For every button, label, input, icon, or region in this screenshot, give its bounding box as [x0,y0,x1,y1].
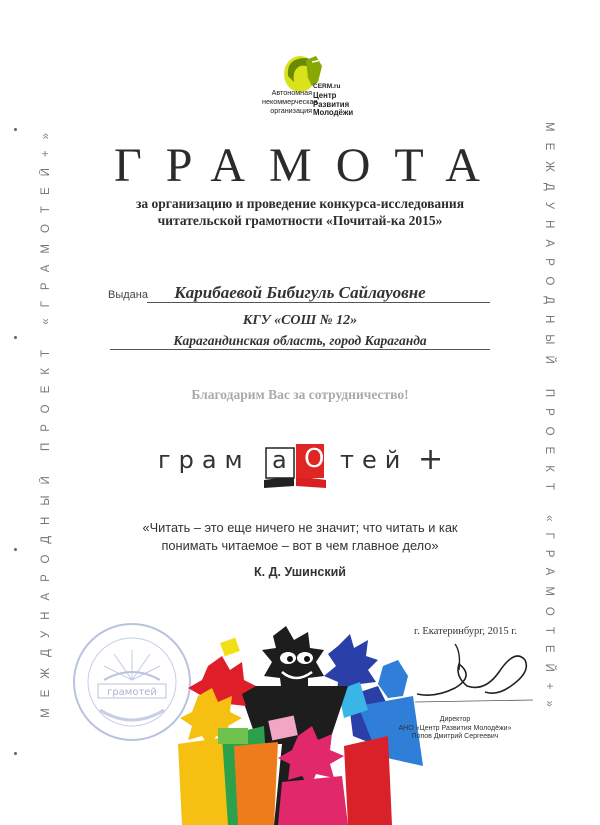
brand-text-right: тей [340,446,409,474]
director-signature [415,642,535,707]
right-side-text: МЕЖДУНАРОДНЫЙ ПРОЕКТ «ГРАМОТЕЙ+» [543,122,555,718]
issued-label: Выдана [108,289,148,301]
name-underline [147,302,490,303]
director-block: Директор АНО «Центр Развития Молодёжи» Попов Дмитрий Сергеевич [398,716,512,740]
recipient-name: Карибаевой Бибигуль Сайлауовне [174,283,426,302]
brand-text-o: О [304,444,325,474]
punch-mark [14,752,17,755]
region-name: Карагандинская область, город Караганда [173,333,427,348]
svg-text:грамотей: грамотей [107,687,157,698]
gramotey-brand-logo [150,440,450,490]
region-underline [110,349,490,350]
subtitle-line-2: читательской грамотности «Почитай-ка 2015» [157,213,443,228]
stamp-seal [70,620,195,745]
city-date: г. Екатеринбург, 2015 г. [414,626,518,637]
school-name: КГУ «СОШ № 12» [242,313,358,328]
thanks-text: Благодарим Вас за сотрудничество! [191,387,409,402]
brand-plus: + [418,442,444,477]
brand-text-left: грам [158,446,251,474]
logo-org-name: CERM.ru Центр Развития Молодёжи [313,83,354,118]
logo-org-type: Автономная некоммерческая организация [262,88,318,115]
subtitle-line-1: за организацию и проведение конкурса-исследования [135,196,465,211]
quote-author: К. Д. Ушинский [254,565,346,579]
left-side-text: МЕЖДУНАРОДНЫЙ ПРОЕКТ «ГРАМОТЕЙ+» [40,122,52,718]
punch-mark [14,128,17,131]
brand-text-middle: а [272,446,287,474]
quote-text: «Читать – это еще ничего не значит; что читать и как понимать читаемое – вот в чем главное дело» [142,520,458,553]
certificate-title: ГРАМОТА [114,139,504,192]
